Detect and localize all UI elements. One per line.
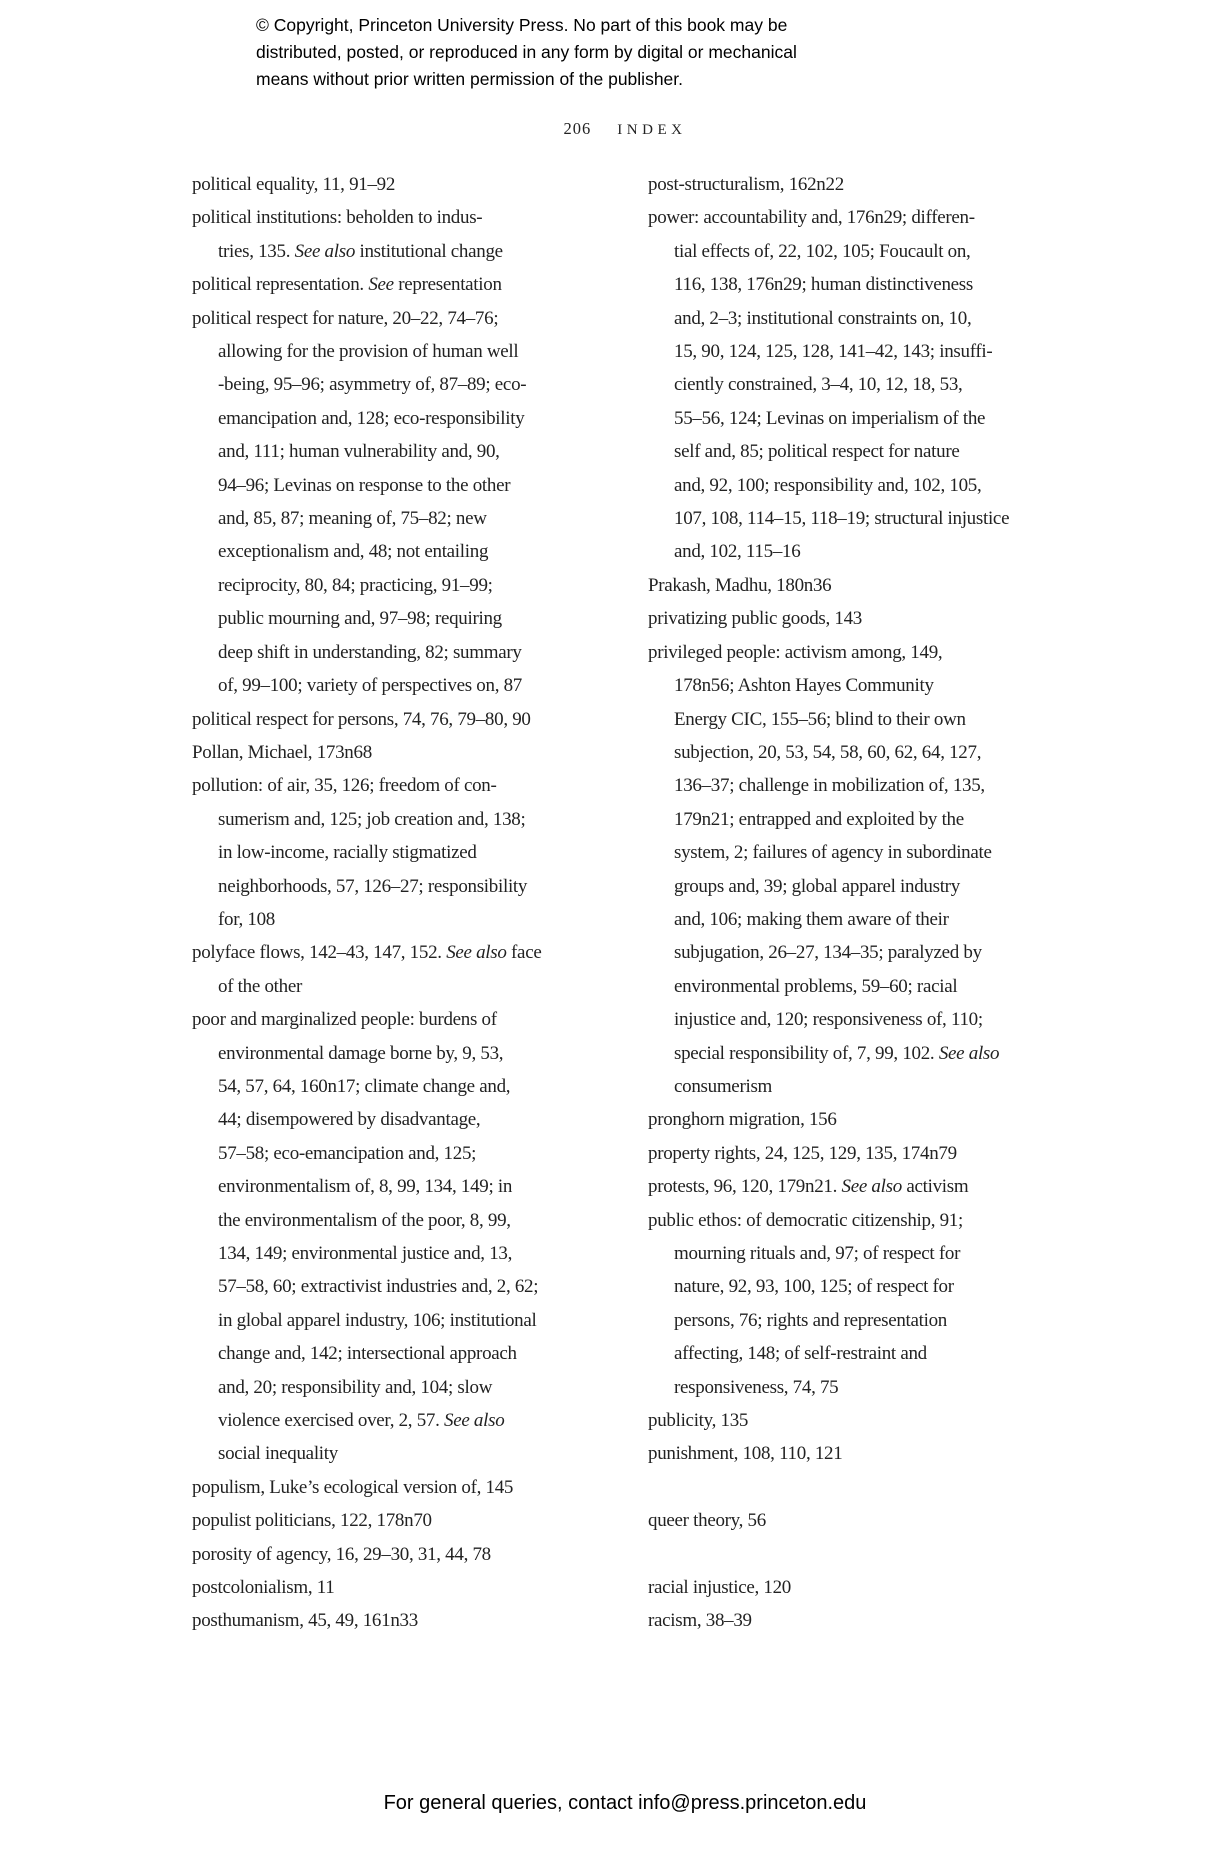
index-line: self and, 85; political respect for nature	[674, 441, 960, 463]
index-line: and, 102, 115–16	[674, 541, 801, 563]
index-line: poor and marginalized people: burdens of	[192, 1009, 497, 1031]
index-line: exceptionalism and, 48; not entailing	[218, 541, 489, 563]
copyright-line: © Copyright, Princeton University Press. No part of this book may be	[256, 15, 788, 35]
index-line: queer theory, 56	[648, 1510, 766, 1532]
index-line: political institutions: beholden to indus-	[192, 207, 483, 229]
index-line: political respect for nature, 20–22, 74–76;	[192, 307, 499, 329]
index-line: porosity of agency, 16, 29–30, 31, 44, 78	[192, 1543, 491, 1565]
index-line: pollution: of air, 35, 126; freedom of con-	[192, 775, 497, 797]
index-line: post-structuralism, 162n22	[648, 174, 844, 195]
index-line: and, 85, 87; meaning of, 75–82; new	[218, 508, 487, 530]
index-line: political respect for persons, 74, 76, 79–80, 90	[192, 708, 531, 730]
index-line: 55–56, 124; Levinas on imperialism of the	[674, 407, 986, 429]
index-heading: INDEX	[617, 122, 687, 138]
index-line: allowing for the provision of human well	[218, 341, 519, 363]
index-line: injustice and, 120; responsiveness of, 110;	[674, 1009, 983, 1031]
index-line: deep shift in understanding, 82; summary	[218, 641, 522, 663]
index-line: change and, 142; intersectional approach	[218, 1343, 517, 1365]
index-line: polyface flows, 142–43, 147, 152. See also face	[192, 942, 542, 964]
index-line: responsiveness, 74, 75	[674, 1376, 839, 1398]
index-line: subjection, 20, 53, 54, 58, 60, 62, 64, 127,	[674, 741, 982, 763]
index-line: racism, 38–39	[648, 1610, 752, 1632]
running-head	[190, 119, 1060, 139]
index-line: punishment, 108, 110, 121	[648, 1443, 843, 1465]
index-line: privileged people: activism among, 149,	[648, 641, 943, 663]
index-line: postcolonialism, 11	[192, 1577, 335, 1599]
index-blank-line	[648, 1538, 1088, 1571]
index-line: and, 2–3; institutional constraints on, 10,	[674, 307, 972, 329]
index-line: nature, 92, 93, 100, 125; of respect for	[674, 1276, 954, 1298]
index-line: 15, 90, 124, 125, 128, 141–42, 143; insuffi-	[674, 341, 993, 363]
index-line: neighborhoods, 57, 126–27; responsibility	[218, 875, 528, 897]
index-line: and, 20; responsibility and, 104; slow	[218, 1376, 493, 1398]
index-line: emancipation and, 128; eco-responsibility	[218, 407, 525, 429]
index-line: ciently constrained, 3–4, 10, 12, 18, 53,	[674, 374, 963, 396]
index-line: environmental problems, 59–60; racial	[674, 975, 958, 997]
index-line: Prakash, Madhu, 180n36	[648, 574, 832, 596]
index-line: power: accountability and, 176n29; differen-	[648, 207, 975, 229]
index-blank-line	[648, 1471, 1088, 1504]
index-line: -being, 95–96; asymmetry of, 87–89; eco-	[218, 374, 527, 396]
index-line: privatizing public goods, 143	[648, 608, 862, 630]
copyright-line: distributed, posted, or reproduced in any form by digital or mechanical	[256, 42, 797, 62]
index-line: the environmentalism of the poor, 8, 99,	[218, 1209, 511, 1231]
index-line: persons, 76; rights and representation	[674, 1309, 948, 1331]
index-column-right	[648, 168, 1088, 1638]
index-line: public mourning and, 97–98; requiring	[218, 608, 502, 630]
index-line: social inequality	[218, 1443, 338, 1465]
index-line: and, 92, 100; responsibility and, 102, 105,	[674, 474, 982, 496]
index-line: 116, 138, 176n29; human distinctiveness	[674, 274, 973, 296]
index-line: groups and, 39; global apparel industry	[674, 875, 960, 897]
index-line: 44; disempowered by disadvantage,	[218, 1109, 481, 1131]
footer-contact-note: For general queries, contact info@press.princeton.edu	[383, 1792, 867, 1814]
index-line: 57–58; eco-emancipation and, 125;	[218, 1142, 477, 1164]
index-line: 178n56; Ashton Hayes Community	[674, 675, 934, 697]
index-line: affecting, 148; of self-restraint and	[674, 1343, 927, 1365]
index-line: tries, 135. See also institutional change	[218, 240, 503, 262]
index-line: public ethos: of democratic citizenship, 91;	[648, 1209, 963, 1231]
index-line: mourning rituals and, 97; of respect for	[674, 1243, 961, 1264]
index-line: 134, 149; environmental justice and, 13,	[218, 1243, 513, 1264]
index-line: 94–96; Levinas on response to the other	[218, 474, 511, 496]
index-line: 107, 108, 114–15, 118–19; structural injustice	[674, 508, 1010, 530]
copyright-line: means without prior written permission of the publisher.	[256, 69, 684, 89]
page-number: 206	[563, 119, 592, 138]
index-line: 179n21; entrapped and exploited by the	[674, 808, 964, 830]
index-line: posthumanism, 45, 49, 161n33	[192, 1610, 418, 1632]
index-line: tial effects of, 22, 102, 105; Foucault on,	[674, 240, 971, 262]
index-line: environmentalism of, 8, 99, 134, 149; in	[218, 1176, 513, 1198]
index-line: violence exercised over, 2, 57. See also	[218, 1410, 505, 1432]
index-line: Pollan, Michael, 173n68	[192, 741, 372, 763]
index-line: 57–58, 60; extractivist industries and, 2, 62;	[218, 1276, 539, 1298]
index-line: of the other	[218, 975, 302, 997]
index-line: populism, Luke’s ecological version of, 145	[192, 1476, 514, 1498]
index-line: in global apparel industry, 106; institutional	[218, 1309, 537, 1331]
index-line: racial injustice, 120	[648, 1577, 792, 1599]
index-line: property rights, 24, 125, 129, 135, 174n79	[648, 1142, 957, 1164]
index-line: Energy CIC, 155–56; blind to their own	[674, 708, 966, 730]
index-line: system, 2; failures of agency in subordinate	[674, 842, 992, 864]
index-line: special responsibility of, 7, 99, 102. See also	[674, 1042, 1000, 1064]
index-line: publicity, 135	[648, 1410, 749, 1432]
index-line: 136–37; challenge in mobilization of, 135,	[674, 775, 985, 797]
index-line: and, 111; human vulnerability and, 90,	[218, 441, 500, 463]
index-line: and, 106; making them aware of their	[674, 908, 949, 930]
index-line: protests, 96, 120, 179n21. See also activism	[648, 1176, 969, 1198]
index-column-left	[192, 168, 632, 1638]
index-line: of, 99–100; variety of perspectives on, 87	[218, 675, 522, 697]
index-line: environmental damage borne by, 9, 53,	[218, 1042, 504, 1064]
index-line: populist politicians, 122, 178n70	[192, 1510, 432, 1532]
index-line: for, 108	[218, 908, 275, 930]
copyright-notice	[256, 12, 797, 93]
index-line: reciprocity, 80, 84; practicing, 91–99;	[218, 574, 493, 596]
index-line: 54, 57, 64, 160n17; climate change and,	[218, 1075, 511, 1097]
index-line: subjugation, 26–27, 134–35; paralyzed by	[674, 942, 982, 964]
index-line: sumerism and, 125; job creation and, 138;	[218, 808, 526, 830]
index-line: political equality, 11, 91–92	[192, 174, 396, 195]
index-line: political representation. See representation	[192, 274, 502, 296]
index-line: in low-income, racially stigmatized	[218, 842, 477, 864]
index-line: consumerism	[674, 1075, 773, 1097]
index-line: pronghorn migration, 156	[648, 1109, 837, 1131]
